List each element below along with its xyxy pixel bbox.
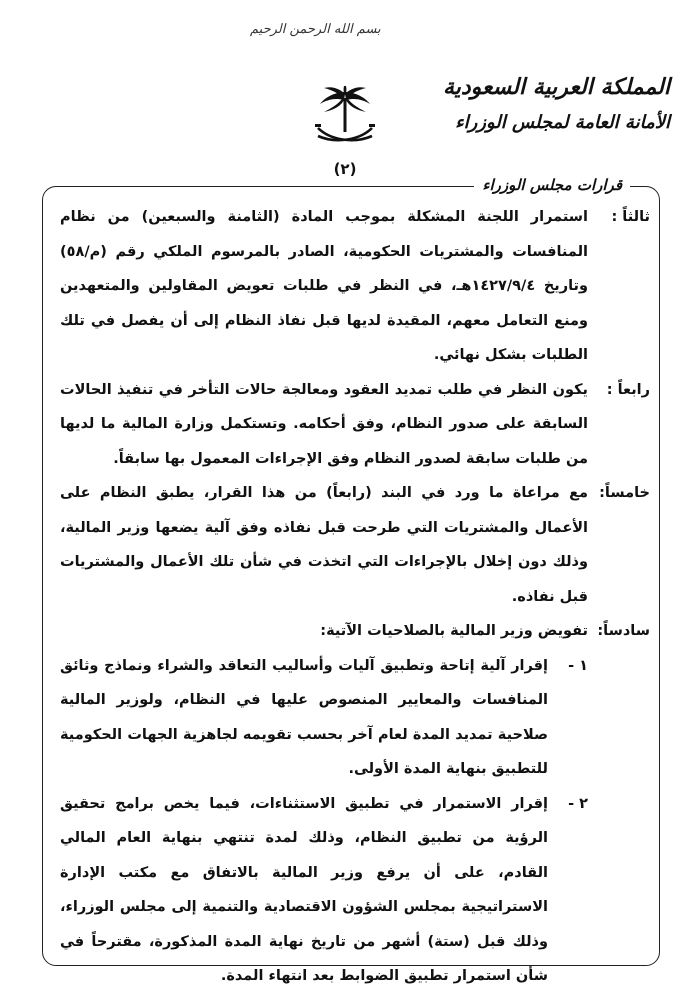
item-label: خامساً: — [599, 485, 650, 501]
list-item — [60, 373, 650, 477]
list-item — [60, 614, 650, 649]
secretariat-title: الأمانة العامة لمجلس الوزراء — [455, 112, 670, 133]
list-item — [60, 476, 650, 614]
sub-item-number: ١ - — [568, 657, 588, 674]
item-text: مع مراعاة ما ورد في البند (رابعاً) من هذا القرار، يطبق النظام على الأعمال والمشتريات التي طرحت قبل نفاذه وفق آلية يضعها وزير المالية، وذلك دون إخلال بالإجراءات التي اتخذت في شأن تلك الأعمال والمشتريات قبل نفاذه. — [60, 485, 588, 605]
page-number: (٢) — [333, 160, 357, 178]
kingdom-title: المملكة العربية السعودية — [442, 74, 670, 100]
decision-body — [60, 200, 650, 994]
frame-label: قرارات مجلس الوزراء — [474, 176, 630, 194]
sub-item — [60, 787, 588, 994]
item-label: رابعاً : — [606, 381, 650, 398]
item-text: استمرار اللجنة المشكلة بموجب المادة (الثامنة والسبعين) من نظام المنافسات والمشتريات الحكومية، الصادر بالمرسوم الملكي رقم (م/٥٨) وتاريخ ١٤٢٧/٩/٤هـ، في النظر في طلبات تعويض المقاولين والمتعهدين ومنع التعامل معهم، المقيدة لديها قبل نفاذ النظام إلى أن يفصل في تلك الطلبات بشكل نهائي. — [60, 209, 588, 363]
item-label: سادساً: — [597, 623, 650, 639]
sub-item — [60, 649, 588, 787]
sub-item-number: ٢ - — [568, 795, 588, 812]
sub-item-text: إقرار الاستمرار في تطبيق الاستثناءات، فيما يخص برامج تحقيق الرؤية من تطبيق النظام، وذلك لمدة تنتهي بنهاية العام المالي القادم، على أن يرفع وزير المالية بالاتفاق مع مكتب الإدارة الاستراتيجية بمجلس الشؤون الاقتصادية والتنمية إلى مجلس الوزراء، وذلك قبل (ستة) أشهر من تاريخ نهاية المدة المذكورة، مقترحاً في شأن استمرار تطبيق الضوابط بعد انتهاء المدة. — [60, 795, 548, 984]
sub-item-text: إقرار آلية إتاحة وتطبيق آليات وأساليب التعاقد والشراء ونماذج وثائق المنافسات والمعايير المنصوص عليها في النظام، ولوزير المالية صلاحية تمديد المدة لعام آخر بحسب تقويمه لجاهزية الجهات الحكومية للتطبيق بنهاية المدة الأولى. — [60, 657, 548, 777]
palm-and-swords-emblem-icon — [310, 82, 380, 152]
basmala: بسم الله الرحمن الرحيم — [250, 22, 381, 37]
item-label: ثالثاً : — [611, 209, 650, 225]
item-text: تفويض وزير المالية بالصلاحيات الآتية: — [320, 623, 588, 639]
list-item — [60, 200, 650, 373]
item-text: يكون النظر في طلب تمديد العقود ومعالجة حالات التأخر في تنفيذ الحالات السابقة على صدور النظام، وفق أحكامه. وتستكمل وزارة المالية ما لديها من طلبات سابقة لصدور النظام وفق الإجراءات المعمول بها سابقاً. — [60, 381, 588, 467]
